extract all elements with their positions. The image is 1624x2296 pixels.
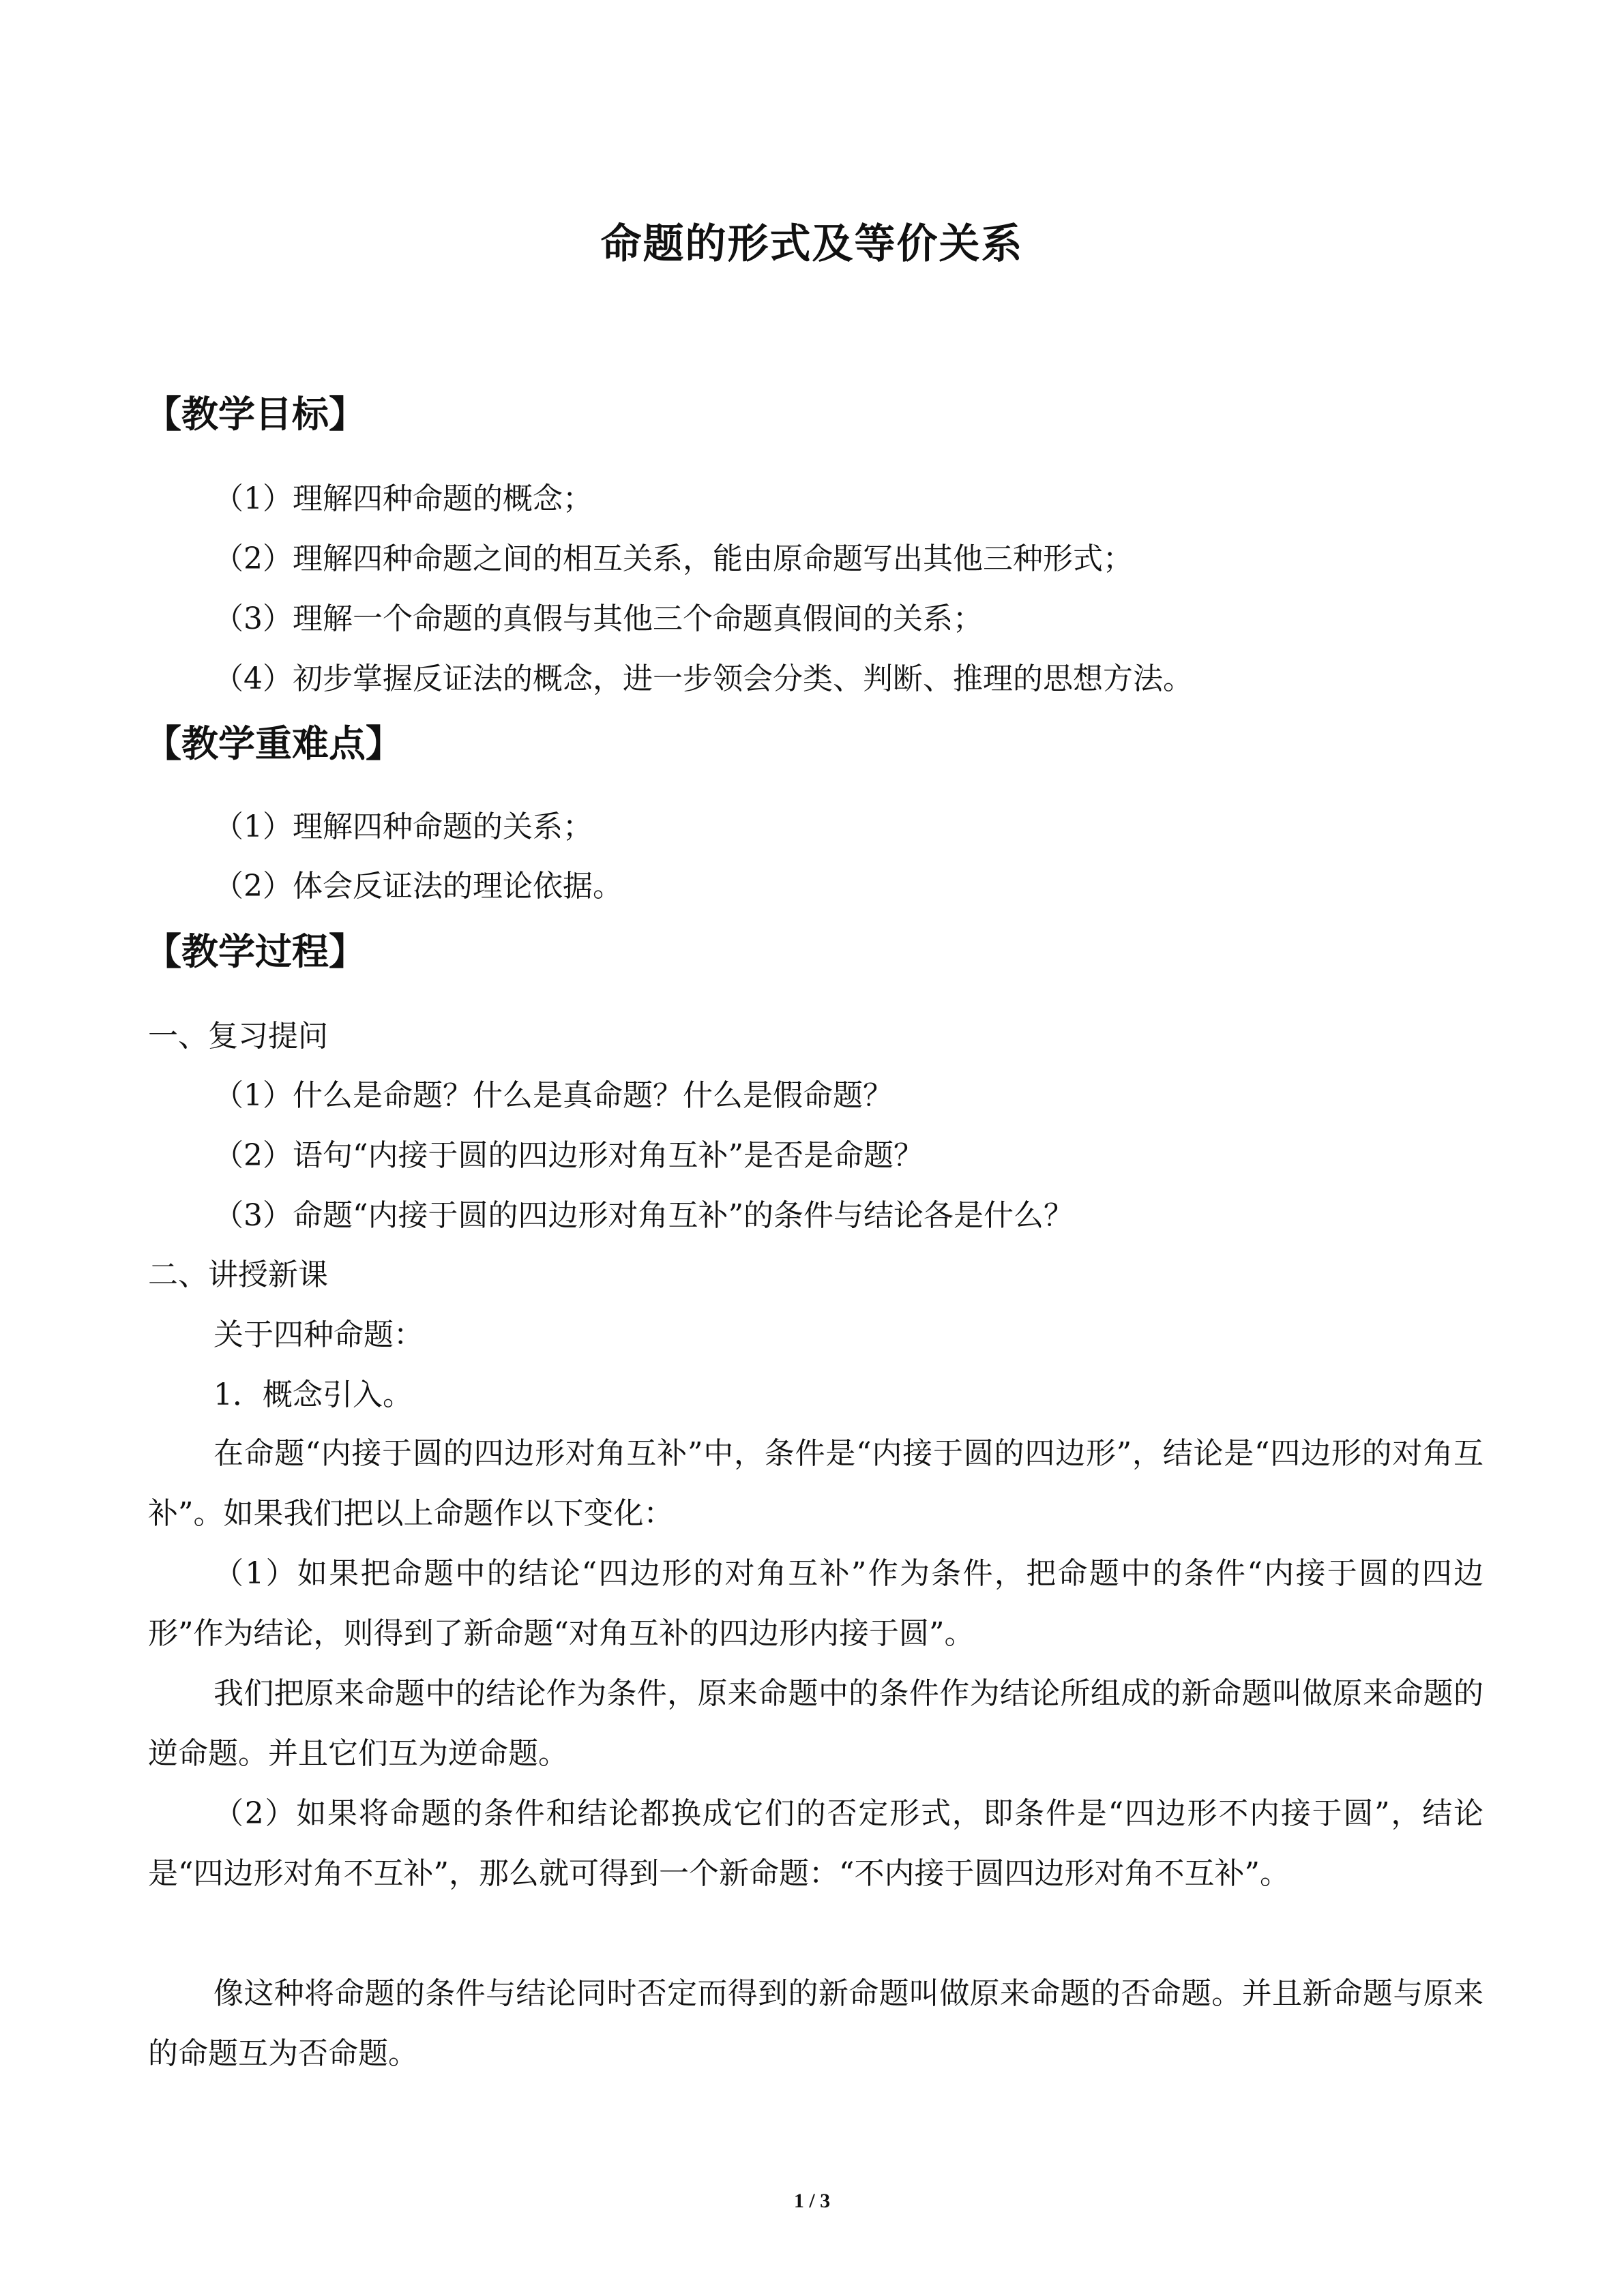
paragraph-5: 像这种将命题的条件与结论同时否定而得到的新命题叫做原来命题的否命题。并且新命题与原来的命题互为否命题。 [148,1976,1483,2071]
new-lesson-title: 二、讲授新课 [148,1257,328,1292]
review-item-2: （2）语句“内接于圆的四边形对角互补”是否是命题？ [213,1138,924,1173]
key-point-item-2: （2）体会反证法的理论依据。 [213,869,623,904]
new-lesson-intro: 关于四种命题： [213,1317,424,1352]
review-item-3: （3）命题“内接于圆的四边形对角互补”的条件与结论各是什么？ [213,1198,1074,1233]
process-heading: 【教学过程】 [145,930,366,973]
review-item-1: （1）什么是命题？什么是真命题？什么是假命题？ [213,1078,893,1113]
paragraph-4: （2）如果将命题的条件和结论都换成它们的否定形式，即条件是“四边形不内接于圆”，结论是“四边形对角不互补”，那么就可得到一个新命题：“不内接于圆四边形对角不互补”。 [148,1796,1483,1891]
goal-item-1: （1）理解四种命题的概念； [213,481,593,516]
page-number: 1 / 3 [793,2190,831,2212]
goals-heading: 【教学目标】 [145,393,366,436]
paragraph-2: （1）如果把命题中的结论“四边形的对角互补”作为条件，把命题中的条件“内接于圆的四边形”作为结论，则得到了新命题“对角互补的四边形内接于圆”。 [148,1556,1483,1651]
goal-item-2: （2）理解四种命题之间的相互关系，能由原命题写出其他三种形式； [213,541,1133,576]
review-title: 一、复习提问 [148,1019,328,1054]
paragraph-3: 我们把原来命题中的结论作为条件，原来命题中的条件作为结论所组成的新命题叫做原来命题的逆命题。并且它们互为逆命题。 [148,1676,1483,1771]
document-title: 命题的形式及等价关系 [600,220,1024,268]
goal-item-3: （3）理解一个命题的真假与其他三个命题真假间的关系； [213,601,983,636]
concept-heading: 1．概念引入。 [213,1377,413,1412]
key-points-heading: 【教学重难点】 [145,722,402,765]
paragraph-1: 在命题“内接于圆的四边形对角互补”中，条件是“内接于圆的四边形”，结论是“四边形的对角互补”。如果我们把以上命题作以下变化： [148,1436,1483,1531]
goal-item-4: （4）初步掌握反证法的概念，进一步领会分类、判断、推理的思想方法。 [213,661,1193,696]
key-point-item-1: （1）理解四种命题的关系； [213,809,593,844]
